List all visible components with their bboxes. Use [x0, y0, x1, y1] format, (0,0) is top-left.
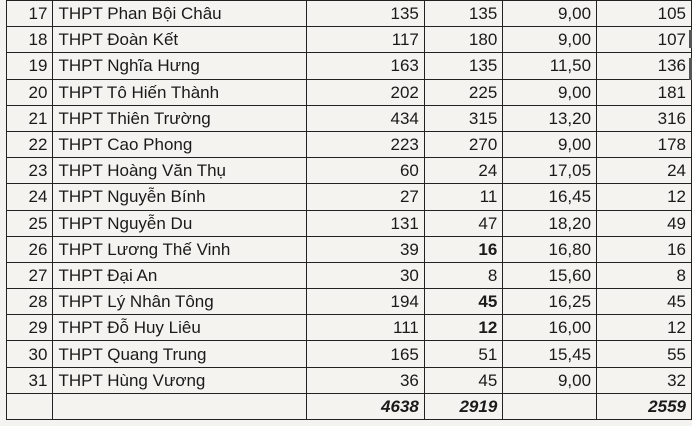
value-col-1: 36	[306, 367, 424, 393]
school-name: THPT Tô Hiến Thành	[53, 79, 306, 105]
value-col-4: 136	[597, 53, 692, 79]
value-col-2: 135	[424, 53, 502, 79]
value-col-1: 39	[306, 236, 424, 262]
admissions-table	[6, 0, 692, 420]
row-number: 25	[7, 210, 53, 236]
value-col-1: 223	[306, 131, 424, 157]
total-row	[7, 393, 692, 419]
table-row	[7, 131, 692, 157]
table-row	[7, 184, 692, 210]
value-col-2: 51	[424, 341, 502, 367]
value-col-2: 45	[424, 367, 502, 393]
row-number: 27	[7, 262, 53, 288]
table-row	[7, 79, 692, 105]
value-col-2: 315	[424, 105, 502, 131]
value-col-1: 434	[306, 105, 424, 131]
value-col-4: 8	[597, 262, 692, 288]
value-col-3: 17,05	[503, 158, 597, 184]
value-col-1: 202	[306, 79, 424, 105]
school-name: THPT Phan Bội Châu	[53, 1, 306, 27]
value-col-1: 165	[306, 341, 424, 367]
value-col-1: 194	[306, 289, 424, 315]
table-row	[7, 341, 692, 367]
school-name: THPT Nguyễn Du	[53, 210, 306, 236]
table-row	[7, 105, 692, 131]
value-col-4: 49	[597, 210, 692, 236]
value-col-4: 105	[597, 1, 692, 27]
school-name: THPT Đại An	[53, 262, 306, 288]
total-row-number	[7, 393, 53, 419]
value-col-2: 47	[424, 210, 502, 236]
value-col-2: 270	[424, 131, 502, 157]
value-col-1: 135	[306, 1, 424, 27]
school-name: THPT Quang Trung	[53, 341, 306, 367]
total-col-2: 2919	[424, 393, 502, 419]
value-col-4: 316	[597, 105, 692, 131]
value-col-1: 60	[306, 158, 424, 184]
value-col-1: 111	[306, 315, 424, 341]
school-name: THPT Hoàng Văn Thụ	[53, 158, 306, 184]
value-col-3: 9,00	[503, 367, 597, 393]
value-col-1: 163	[306, 53, 424, 79]
value-col-3: 9,00	[503, 27, 597, 53]
value-col-1: 30	[306, 262, 424, 288]
table-row	[7, 158, 692, 184]
table-row	[7, 262, 692, 288]
row-number: 18	[7, 27, 53, 53]
table-row	[7, 53, 692, 79]
value-col-2: 225	[424, 79, 502, 105]
school-name: THPT Hùng Vương	[53, 367, 306, 393]
school-name: THPT Nghĩa Hưng	[53, 53, 306, 79]
table-row	[7, 289, 692, 315]
value-col-3: 15,60	[503, 262, 597, 288]
value-col-3: 9,00	[503, 79, 597, 105]
row-number: 29	[7, 315, 53, 341]
value-col-1: 27	[306, 184, 424, 210]
table-row	[7, 236, 692, 262]
value-col-4: 55	[597, 341, 692, 367]
row-number: 21	[7, 105, 53, 131]
school-name: THPT Lý Nhân Tông	[53, 289, 306, 315]
school-name: THPT Lương Thế Vinh	[53, 236, 306, 262]
value-col-3: 18,20	[503, 210, 597, 236]
value-col-1: 117	[306, 27, 424, 53]
school-name: THPT Nguyễn Bính	[53, 184, 306, 210]
value-col-4: 12	[597, 315, 692, 341]
row-number: 24	[7, 184, 53, 210]
total-label	[53, 393, 306, 419]
row-number: 17	[7, 1, 53, 27]
value-col-4: 45	[597, 289, 692, 315]
value-col-2: 135	[424, 1, 502, 27]
value-col-3: 16,80	[503, 236, 597, 262]
total-col-3	[503, 393, 597, 419]
value-col-2: 24	[424, 158, 502, 184]
value-col-3: 9,00	[503, 131, 597, 157]
table-row	[7, 210, 692, 236]
value-col-3: 15,45	[503, 341, 597, 367]
row-number: 28	[7, 289, 53, 315]
value-col-3: 11,50	[503, 53, 597, 79]
value-col-3: 16,45	[503, 184, 597, 210]
value-col-4: 107	[597, 27, 692, 53]
row-number: 20	[7, 79, 53, 105]
value-col-2: 12	[424, 315, 502, 341]
row-number: 30	[7, 341, 53, 367]
table-row	[7, 315, 692, 341]
table-row	[7, 1, 692, 27]
value-col-4: 16	[597, 236, 692, 262]
row-number: 31	[7, 367, 53, 393]
school-name: THPT Cao Phong	[53, 131, 306, 157]
school-name: THPT Đỗ Huy Liêu	[53, 315, 306, 341]
value-col-2: 180	[424, 27, 502, 53]
value-col-3: 9,00	[503, 1, 597, 27]
value-col-4: 178	[597, 131, 692, 157]
value-col-4: 12	[597, 184, 692, 210]
value-col-4: 32	[597, 367, 692, 393]
table-body	[7, 1, 692, 420]
total-col-1: 4638	[306, 393, 424, 419]
value-col-1: 131	[306, 210, 424, 236]
row-number: 26	[7, 236, 53, 262]
value-col-3: 16,00	[503, 315, 597, 341]
total-col-4: 2559	[597, 393, 692, 419]
school-name: THPT Thiên Trường	[53, 105, 306, 131]
value-col-2: 45	[424, 289, 502, 315]
value-col-2: 16	[424, 236, 502, 262]
row-number: 19	[7, 53, 53, 79]
value-col-3: 16,25	[503, 289, 597, 315]
table-row	[7, 367, 692, 393]
row-number: 23	[7, 158, 53, 184]
value-col-4: 24	[597, 158, 692, 184]
value-col-4: 181	[597, 79, 692, 105]
row-number: 22	[7, 131, 53, 157]
value-col-2: 8	[424, 262, 502, 288]
school-name: THPT Đoàn Kết	[53, 27, 306, 53]
table-row	[7, 27, 692, 53]
value-col-2: 11	[424, 184, 502, 210]
value-col-3: 13,20	[503, 105, 597, 131]
